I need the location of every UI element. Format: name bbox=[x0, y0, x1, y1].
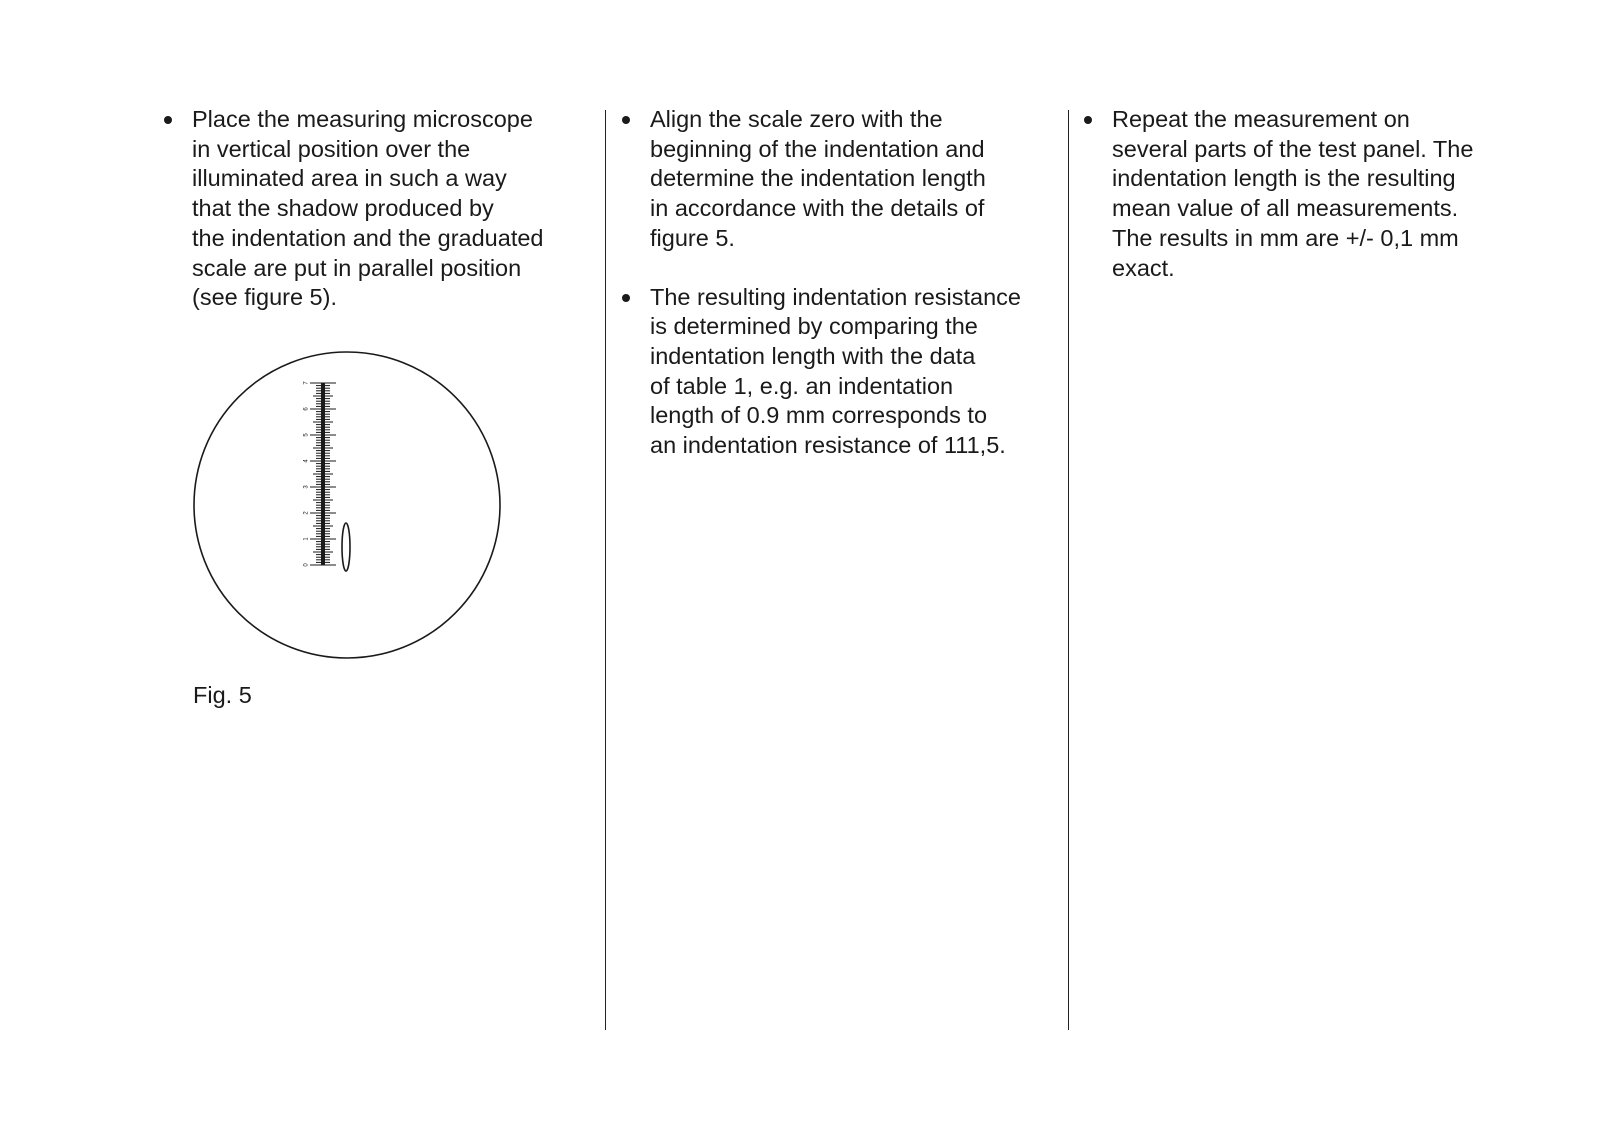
indentation-shadow bbox=[342, 523, 350, 571]
scale-label: 6 bbox=[303, 407, 310, 411]
column-divider bbox=[605, 110, 606, 1030]
text-line: scale are put in parallel position bbox=[192, 254, 522, 281]
bullet-icon bbox=[1084, 116, 1092, 124]
text-line: in vertical position over the bbox=[192, 135, 471, 162]
text-line: figure 5. bbox=[650, 224, 735, 251]
text-line: determine the indentation length bbox=[650, 165, 986, 192]
figure-caption: Fig. 5 bbox=[193, 682, 252, 708]
text-line: Align the scale zero with the bbox=[650, 106, 943, 132]
text-line: Place the measuring microscope bbox=[192, 106, 533, 132]
scale-label: 1 bbox=[303, 537, 310, 541]
text-line: the indentation and the graduated bbox=[192, 224, 544, 251]
text-line: mean value of all measurements. bbox=[1112, 195, 1459, 222]
scale-label: 4 bbox=[303, 459, 310, 463]
text-line: indentation length is the resulting bbox=[1112, 165, 1456, 192]
bullet-item bbox=[162, 105, 582, 313]
graduated-scale bbox=[304, 381, 336, 567]
text-line: of table 1, e.g. an indentation bbox=[650, 372, 954, 399]
text-line: length of 0.9 mm corresponds to bbox=[650, 402, 988, 429]
text-line: in accordance with the details of bbox=[650, 195, 985, 222]
scale-label: 7 bbox=[303, 381, 310, 385]
text-line: beginning of the indentation and bbox=[650, 135, 985, 162]
bullet-item bbox=[620, 283, 1050, 461]
bullet-icon bbox=[622, 294, 630, 302]
text-line: The resulting indentation resistance bbox=[650, 283, 1021, 310]
bullet-icon bbox=[164, 116, 172, 124]
text-line: several parts of the test panel. The bbox=[1112, 135, 1474, 162]
text-line: is determined by comparing the bbox=[650, 313, 978, 340]
scale-label: 3 bbox=[303, 485, 310, 489]
scale-label: 5 bbox=[303, 433, 310, 437]
field-of-view-circle bbox=[194, 352, 500, 658]
column-divider bbox=[1068, 110, 1069, 1030]
text-line: exact. bbox=[1112, 254, 1175, 281]
scale-label: 0 bbox=[303, 563, 310, 567]
text-line: an indentation resistance of 111,5. bbox=[650, 432, 1006, 459]
bullet-item bbox=[1082, 105, 1522, 283]
text-line: (see figure 5). bbox=[192, 284, 337, 311]
text-line: Repeat the measurement on bbox=[1112, 106, 1410, 132]
column-1 bbox=[162, 105, 582, 342]
bullet-item bbox=[620, 105, 1050, 254]
column-2 bbox=[620, 105, 1050, 490]
text-line: illuminated area in such a way bbox=[192, 165, 507, 192]
bullet-icon bbox=[622, 116, 630, 124]
text-line: indentation length with the data bbox=[650, 342, 976, 369]
column-3 bbox=[1082, 105, 1522, 312]
scale-label: 2 bbox=[303, 511, 310, 515]
text-line: The results in mm are +/- 0,1 mm bbox=[1112, 224, 1459, 251]
text-line: that the shadow produced by bbox=[192, 195, 494, 222]
microscope-view-figure bbox=[192, 350, 502, 660]
